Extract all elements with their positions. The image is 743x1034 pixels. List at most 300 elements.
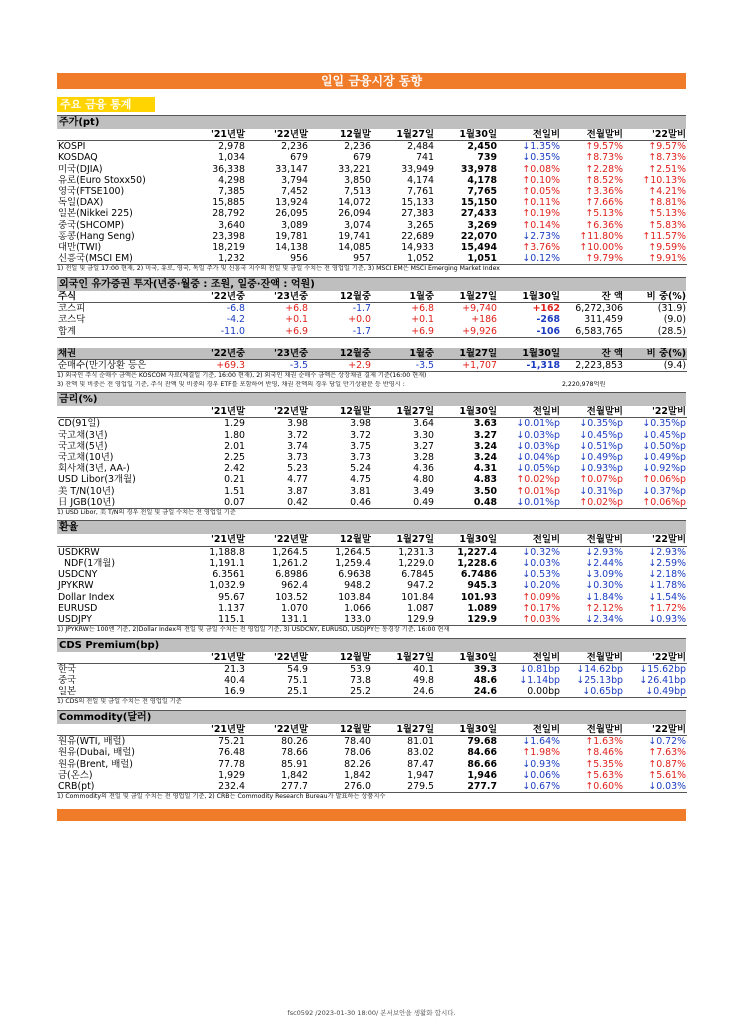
table-row [57, 220, 687, 231]
stocks-note: 1) 전일 및 금일 17:00 현재, 2) 미국, 유로, 영국, 독일 주가 및 신흥국 지수의 전일 및 금일 수치는 전 영업일 기준, 3) MSCI EM은 MSCI Emerging Market Index [57, 265, 500, 273]
table-cell: 85.91 [281, 758, 308, 770]
table-cell: 6.7845 [401, 569, 434, 581]
table-cell: -1,318 [498, 359, 561, 371]
table-cell: ↓25.13bp [576, 675, 623, 687]
table-cell: -3.5 [372, 359, 435, 371]
table-cell: 279.5 [372, 781, 435, 793]
table-cell: 48.6 [473, 675, 497, 687]
table-row [57, 242, 687, 253]
table-cell: 3,794 [281, 174, 308, 186]
table-cell: -11.0 [183, 326, 246, 338]
table-cell: 5.23 [287, 463, 308, 475]
column-header: 1월27일 [372, 534, 435, 546]
row-label: JPYKRW [58, 580, 94, 592]
table-cell: ↓0.35%p [579, 418, 623, 430]
rates-note: 1) USD Libor, 美 T/N의 경우 전일 및 금일 수치는 전 영업일 기준 [57, 508, 236, 516]
table-cell: ↑0.08% [522, 163, 560, 175]
column-header: '22말비 [624, 652, 687, 664]
header-row [57, 652, 687, 664]
row-label: 코스피 [58, 303, 86, 315]
table-cell: 75.1 [287, 675, 308, 687]
table-cell: 26,094 [338, 208, 371, 220]
table-cell: ↓0.93% [624, 614, 687, 626]
table-cell: 33,978 [460, 163, 497, 175]
table-cell: 75.21 [218, 736, 245, 748]
table-row [57, 580, 687, 591]
table-cell: ↓2.18% [648, 569, 686, 581]
table-cell: ↑5.35% [585, 758, 623, 770]
row-label: 대만(TWI) [58, 242, 102, 254]
table-cell: 0.48 [435, 497, 498, 509]
table-cell: +2.9 [309, 359, 372, 371]
foreign-section-title: 외국인 유가증권 투자(년중·월중 : 조원, 일중·잔액 : 억원) [57, 277, 686, 291]
table-cell: -6.8 [226, 303, 245, 315]
table-cell: (31.9) [657, 303, 686, 315]
row-label: 원유(Brent, 배럴) [58, 758, 133, 770]
table-row [57, 208, 687, 219]
table-cell: ↑0.11% [522, 197, 560, 209]
commodity-table [57, 724, 687, 793]
table-cell: 129.9 [435, 614, 498, 626]
table-cell: ↓0.20% [522, 580, 560, 592]
table-cell: 3.87 [287, 485, 308, 497]
table-cell: (28.5) [624, 326, 687, 338]
table-cell: ↑0.60% [561, 781, 624, 793]
table-row [57, 747, 687, 758]
table-cell: ↓14.62bp [576, 663, 623, 675]
table-cell: +6.9 [246, 326, 309, 338]
table-cell: +6.8 [411, 303, 434, 315]
table-cell: 679 [290, 152, 308, 164]
column-header: 1월27일 [372, 406, 435, 418]
table-cell: ↓0.50%p [642, 440, 686, 452]
table-cell: +9,740 [462, 303, 497, 315]
column-header: '22말비 [624, 724, 687, 736]
commodity-section-title: Commodity(달러) [57, 710, 686, 724]
column-header: '22말비 [624, 129, 687, 141]
row-label: KOSDAQ [58, 152, 98, 164]
table-cell: 3.27 [473, 429, 497, 441]
table-cell: ↓0.35%p [642, 418, 686, 430]
row-label: 금(온스) [58, 769, 93, 781]
foreign-bond-table [57, 348, 687, 372]
row-label: USDJPY [57, 614, 183, 626]
row-label: 독일(DAX) [58, 197, 104, 209]
table-cell: 3.72 [287, 429, 308, 441]
table-cell: ↑1.63% [585, 736, 623, 748]
table-row [57, 663, 687, 675]
table-cell: ↓2.93% [648, 546, 686, 558]
table-cell: 78.66 [281, 747, 308, 759]
table-cell: 1.089 [467, 602, 497, 614]
table-cell: 1,947 [407, 769, 434, 781]
table-cell: 1.80 [224, 429, 245, 441]
table-cell: 1,032.9 [209, 580, 245, 592]
row-label: 일본(Nikkei 225) [58, 208, 133, 220]
table-cell: 3,269 [467, 219, 497, 231]
table-cell: 80.26 [281, 736, 308, 748]
table-cell: 33,221 [338, 163, 371, 175]
table-cell: ↑0.87% [648, 758, 686, 770]
table-cell: 6.9638 [338, 569, 371, 581]
page-footer: fsc0592 /2023-01-30 18:00/ 본서보안을 생활화 합시다. [287, 1009, 456, 1017]
column-header: 1월27일 [372, 129, 435, 141]
table-cell: 7,513 [344, 186, 371, 198]
table-cell: (9.0) [663, 314, 686, 326]
table-cell: 3.24 [473, 440, 497, 452]
table-cell: 4.80 [413, 474, 434, 486]
column-header: '23년중 [246, 348, 309, 360]
column-header: '22년말 [246, 406, 309, 418]
fx-section-title: 환율 [57, 520, 686, 534]
table-cell: 1,264.5 [272, 546, 308, 558]
column-header: 12월중 [309, 291, 372, 303]
table-cell: 86.66 [467, 758, 497, 770]
table-cell: 131.1 [246, 614, 309, 626]
table-cell: ↓0.03%p [516, 440, 560, 452]
table-cell: ↓2.59% [648, 557, 686, 569]
table-cell: 2,450 [467, 141, 497, 153]
table-cell: ↓0.65bp [561, 686, 624, 698]
table-cell: 82.26 [344, 758, 371, 770]
table-cell: 19,781 [275, 230, 308, 242]
table-cell: 1,228.6 [457, 557, 497, 569]
table-row [57, 175, 687, 186]
column-header: 12월말 [309, 724, 372, 736]
row-label: CRB(pt) [57, 781, 183, 793]
table-cell: ↑10.00% [579, 242, 623, 254]
table-cell: 0.07 [183, 497, 246, 509]
row-label: USDKRW [58, 546, 100, 558]
table-cell: 741 [416, 152, 434, 164]
table-row [57, 781, 687, 793]
table-cell: 40.1 [413, 663, 434, 675]
column-header: 주식 [57, 291, 183, 303]
table-cell: 7,765 [467, 186, 497, 198]
row-label: 국고채(5년) [58, 440, 108, 452]
column-header: 1월중 [372, 348, 435, 360]
table-cell: 3.24 [473, 451, 497, 463]
table-cell: -3.5 [246, 359, 309, 371]
row-label: 코스닥 [58, 314, 86, 326]
table-cell: ↑7.66% [585, 197, 623, 209]
table-cell: ↑0.06%p [624, 497, 687, 509]
table-cell: 945.3 [467, 580, 497, 592]
column-header: '22년말 [246, 652, 309, 664]
column-header [57, 724, 183, 736]
table-cell: 14,072 [338, 197, 371, 209]
table-cell: 3.72 [350, 429, 371, 441]
table-cell: ↑9.57% [648, 141, 686, 153]
table-cell: 22,689 [401, 230, 434, 242]
table-cell: 1,188.8 [209, 546, 245, 558]
header-row [57, 724, 687, 736]
table-cell: 115.1 [183, 614, 246, 626]
table-cell: 1,231.3 [398, 546, 434, 558]
table-cell: ↓2.44% [585, 557, 623, 569]
column-header: '21년말 [183, 406, 246, 418]
table-cell: 4,174 [407, 174, 434, 186]
table-cell: 18,219 [212, 242, 245, 254]
table-row [57, 603, 687, 614]
table-cell: +1,707 [435, 359, 498, 371]
table-cell: ↑0.02%p [561, 497, 624, 509]
table-cell: ↓0.32% [522, 546, 560, 558]
column-header: 채권 [57, 348, 183, 360]
table-cell: 6.7486 [460, 569, 497, 581]
table-cell: ↓0.51%p [579, 440, 623, 452]
column-header: '22년말 [246, 534, 309, 546]
table-cell: 3.74 [287, 440, 308, 452]
report-title: 일일 금융시장 동향 [57, 73, 686, 89]
table-cell: ↑11.80% [579, 230, 623, 242]
table-cell: ↓0.92%p [642, 463, 686, 475]
table-cell: ↑10.13% [642, 174, 686, 186]
table-cell: 54.9 [287, 663, 308, 675]
table-cell: 2,978 [218, 141, 245, 153]
column-header: 1월30일 [498, 348, 561, 360]
table-cell: 2.42 [224, 463, 245, 475]
table-cell: -106 [498, 326, 561, 338]
table-cell: 1,842 [281, 769, 308, 781]
header-row [57, 129, 687, 141]
table-cell: ↓1.64% [522, 736, 560, 748]
foreign-stock-table [57, 291, 687, 338]
table-cell: 78.40 [344, 736, 371, 748]
row-label: 유로(Euro Stoxx50) [58, 174, 146, 186]
table-cell: 24.6 [435, 686, 498, 698]
table-cell: 962.4 [281, 580, 308, 592]
table-cell: ↑0.17% [522, 602, 560, 614]
table-row [57, 463, 687, 474]
table-row [57, 569, 687, 580]
table-cell: +0.0 [348, 314, 371, 326]
table-cell: 84.66 [467, 747, 497, 759]
column-header: '23년중 [246, 291, 309, 303]
table-cell: 3,640 [218, 219, 245, 231]
row-label: 중국(SHCOMP) [58, 219, 125, 231]
table-cell: 311,459 [584, 314, 623, 326]
table-cell: 14,085 [338, 242, 371, 254]
table-cell: 3.28 [413, 451, 434, 463]
table-cell: ↓0.67% [498, 781, 561, 793]
table-cell: ↑0.09% [522, 591, 560, 603]
table-cell: ↓0.93% [522, 758, 560, 770]
column-header: '21년말 [183, 724, 246, 736]
table-row [57, 418, 687, 430]
table-cell: 49.8 [413, 675, 434, 687]
table-cell: +0.1 [285, 314, 308, 326]
table-cell: 76.48 [218, 747, 245, 759]
table-cell: ↑5.13% [648, 208, 686, 220]
table-cell: 7,385 [218, 186, 245, 198]
table-cell: 16.9 [183, 686, 246, 698]
table-cell: 81.01 [407, 736, 434, 748]
table-cell: 0.00bp [498, 686, 561, 698]
table-cell: ↑5.13% [585, 208, 623, 220]
table-cell: 4.36 [413, 463, 434, 475]
table-cell: 3.98 [350, 418, 371, 430]
fx-note: 1) JPYKRW는 100엔 기준, 2)Dollar Index의 전일 및 금일 수치는 전 영업일 기준, 3) USDCNY, EURUSD, USDJPY는 동경장 기준, 16:00 현재 [57, 626, 450, 634]
table-cell: 232.4 [183, 781, 246, 793]
table-cell: 77.78 [218, 758, 245, 770]
column-header: 1월27일 [435, 291, 498, 303]
table-cell: ↓0.05%p [516, 463, 560, 475]
table-row [57, 152, 687, 163]
table-cell: 1,264.5 [335, 546, 371, 558]
table-cell: 7,761 [407, 186, 434, 198]
table-cell: ↓26.41bp [639, 675, 686, 687]
table-row [57, 303, 687, 315]
row-label: EURUSD [58, 602, 98, 614]
table-cell: 24.6 [372, 686, 435, 698]
table-cell: ↓0.53% [522, 569, 560, 581]
column-header: 1월30일 [435, 652, 498, 664]
column-header: 잔 액 [561, 348, 624, 360]
cds-table [57, 652, 687, 699]
table-cell: ↑1.98% [522, 747, 560, 759]
row-label: KOSPI [58, 141, 86, 153]
table-cell: 0.46 [309, 497, 372, 509]
table-cell: ↓0.01%p [516, 418, 560, 430]
table-cell: -268 [536, 314, 560, 326]
table-row [57, 186, 687, 197]
table-cell: ↑3.76% [522, 242, 560, 254]
row-label: 日 JGB(10년) [57, 497, 183, 509]
table-cell: 0.49 [372, 497, 435, 509]
table-cell: 25.1 [246, 686, 309, 698]
table-row [57, 253, 687, 265]
table-cell: ↑2.51% [648, 163, 686, 175]
table-cell: 79.68 [467, 736, 497, 748]
table-cell: 15,885 [212, 197, 245, 209]
column-header: 1월27일 [435, 348, 498, 360]
table-cell: ↑2.12% [585, 602, 623, 614]
table-cell: 3.73 [287, 451, 308, 463]
column-header: '21년말 [183, 534, 246, 546]
table-cell: 53.9 [350, 663, 371, 675]
table-cell: 276.0 [309, 781, 372, 793]
table-cell: ↓0.49%p [642, 451, 686, 463]
table-cell: 103.84 [338, 591, 371, 603]
table-row [57, 686, 687, 698]
table-cell: 14,138 [275, 242, 308, 254]
table-cell: 4,178 [467, 174, 497, 186]
table-row [57, 592, 687, 603]
table-row [57, 231, 687, 242]
table-cell: 1.51 [224, 485, 245, 497]
table-cell: 277.7 [246, 781, 309, 793]
column-header: '22말비 [624, 406, 687, 418]
column-header: '22년중 [183, 348, 246, 360]
column-header: 1월27일 [372, 724, 435, 736]
table-cell: ↓0.03% [522, 557, 560, 569]
table-cell: 3.30 [413, 429, 434, 441]
table-row [57, 497, 687, 509]
table-cell: 6.8986 [275, 569, 308, 581]
table-cell: 956 [246, 253, 309, 265]
table-cell: 1,034 [218, 152, 245, 164]
table-cell: 0.42 [246, 497, 309, 509]
table-cell: ↑0.10% [522, 174, 560, 186]
table-row [57, 486, 687, 497]
report-page [57, 73, 686, 821]
table-cell: 1,259.4 [335, 557, 371, 569]
column-header: 12월말 [309, 129, 372, 141]
table-cell: 15,150 [460, 197, 497, 209]
table-cell: 1.29 [224, 418, 245, 430]
row-label: 미국(DJIA) [58, 163, 103, 175]
table-cell: 33,949 [401, 163, 434, 175]
table-cell: ↓0.49bp [624, 686, 687, 698]
table-cell: 4.75 [350, 474, 371, 486]
table-cell: 2,484 [407, 141, 434, 153]
column-header: '21년말 [183, 652, 246, 664]
table-cell: +0.1 [411, 314, 434, 326]
column-header: 전일비 [498, 652, 561, 664]
table-cell: ↓0.49%p [579, 451, 623, 463]
table-cell: ↓0.45%p [642, 429, 686, 441]
table-cell: ↓0.12% [498, 253, 561, 265]
foreign-note-2 [57, 381, 686, 390]
table-cell: 4,298 [218, 174, 245, 186]
row-label: 국고채(10년) [58, 451, 114, 463]
table-cell: ↑8.81% [648, 197, 686, 209]
table-cell: 3.75 [350, 440, 371, 452]
header-row [57, 406, 687, 418]
table-cell: 3,074 [344, 219, 371, 231]
table-cell: ↑5.63% [585, 769, 623, 781]
table-cell: 739 [477, 152, 497, 164]
table-cell: 6,583,765 [561, 326, 624, 338]
row-label: 중국 [58, 675, 77, 687]
column-header: 전월말비 [561, 724, 624, 736]
table-cell: 73.8 [350, 675, 371, 687]
row-label: 원유(WTI, 배럴) [58, 736, 126, 748]
table-cell: 87.47 [407, 758, 434, 770]
table-cell: 1,946 [467, 769, 497, 781]
table-row [57, 770, 687, 781]
table-cell: 25.2 [309, 686, 372, 698]
column-header: '22년말 [246, 724, 309, 736]
table-cell: 133.0 [309, 614, 372, 626]
table-cell: 14,933 [401, 242, 434, 254]
table-cell: +6.9 [372, 326, 435, 338]
table-row [57, 759, 687, 770]
table-cell: 1.137 [218, 602, 245, 614]
table-cell: 83.02 [407, 747, 434, 759]
rates-section-title: 금리(%) [57, 392, 686, 406]
column-header: 12월말 [309, 534, 372, 546]
column-header: 1월중 [372, 291, 435, 303]
table-cell: (9.4) [624, 359, 687, 371]
column-header [57, 406, 183, 418]
table-cell: ↓15.62bp [639, 663, 686, 675]
table-cell: 679 [353, 152, 371, 164]
column-header [57, 129, 183, 141]
table-cell: ↓0.37%p [642, 485, 686, 497]
table-cell: 5.24 [350, 463, 371, 475]
table-cell: 4.83 [473, 474, 497, 486]
column-header: 12월중 [309, 348, 372, 360]
table-cell: 21.3 [224, 663, 245, 675]
cds-section-title: CDS Premium(bp) [57, 638, 686, 652]
table-row [57, 164, 687, 175]
table-cell: 101.93 [460, 591, 497, 603]
table-row [57, 736, 687, 748]
table-cell: 3.50 [473, 485, 497, 497]
table-row [57, 314, 687, 325]
